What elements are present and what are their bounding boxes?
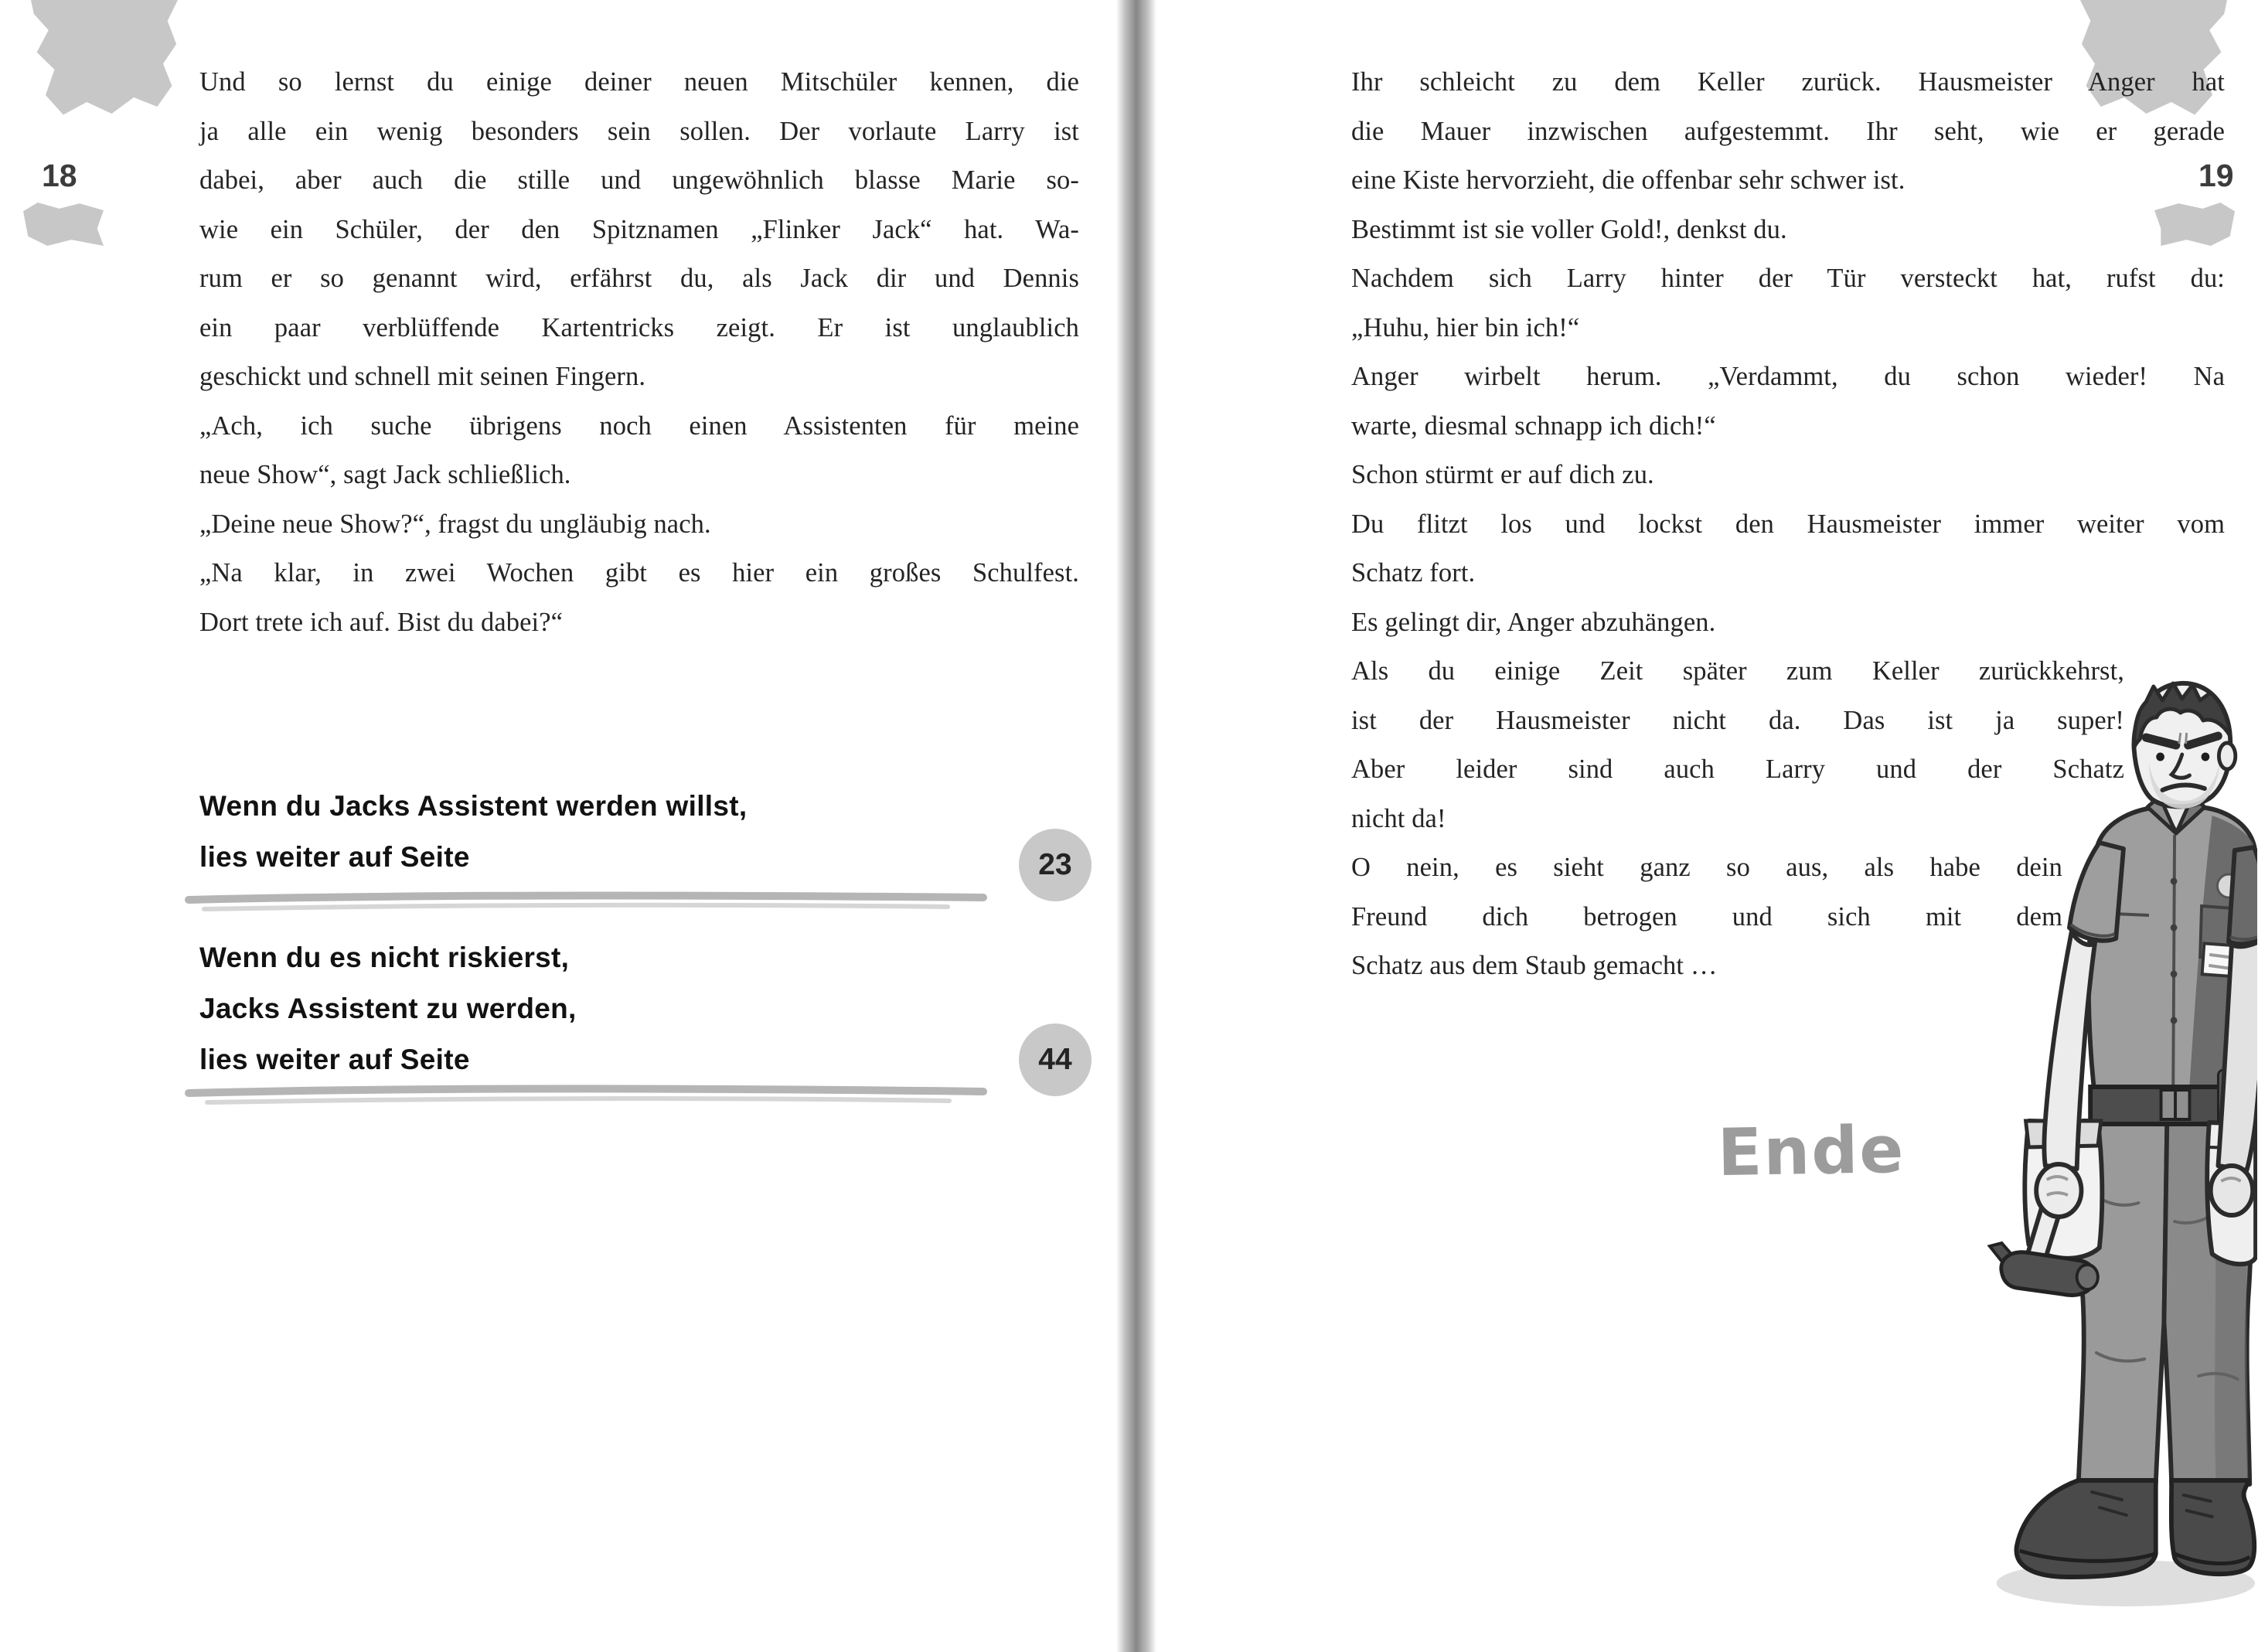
text-line: die Mauer inzwischen aufgestemmt. Ihr seht, wie er gerade <box>1351 116 2225 146</box>
text-line: warte, diesmal schnapp ich dich!“ <box>1351 410 1716 441</box>
boots <box>2016 1480 2254 1577</box>
janitor-illustration <box>1987 657 2257 1616</box>
text-line: Ihr schleicht zu dem Keller zurück. Hausmeister Anger hat <box>1351 67 2225 97</box>
text-line: rum er so genannt wird, erfährst du, als Jack dir und Dennis <box>199 264 1079 293</box>
text-line: geschickt und schnell mit seinen Fingern. <box>199 362 646 391</box>
text-line: Schatz fort. <box>1351 558 1476 588</box>
text-line: Aber leider sind auch Larry und der Schatz <box>1351 754 2124 784</box>
book-gutter-fold <box>1116 0 1156 1652</box>
text-line: Anger wirbelt herum. „Verdammt, du schon wieder! Na <box>1351 362 2225 391</box>
choice-line: lies weiter auf Seite <box>199 1044 470 1075</box>
text-line: „Ach, ich suche übrigens noch einen Assistenten für meine <box>199 410 1079 441</box>
text-line: Als du einige Zeit später zum Keller zurückkehrst, <box>1351 656 2124 686</box>
text-line: Freund dich betrogen und sich mit dem <box>1351 901 2062 932</box>
text-line: Dort trete ich auf. Bist du dabei?“ <box>199 607 564 637</box>
choice-line: Jacks Assistent zu werden, <box>199 993 577 1024</box>
text-line: dabei, aber auch die stille und ungewöhnlich blasse Marie so- <box>199 165 1079 195</box>
choice-2-target-page-badge: 44 <box>1019 1024 1092 1096</box>
story-text-left <box>199 58 1079 647</box>
text-line: wie ein Schüler, der den Spitznamen „Flinker Jack“ hat. Wa- <box>199 214 1079 244</box>
choice-line: lies weiter auf Seite <box>199 841 470 873</box>
torn-paper-patch-left-icon <box>23 203 104 246</box>
rough-divider-line <box>184 889 988 917</box>
text-line: Nachdem sich Larry hinter der Tür versteckt hat, rufst du: <box>1351 264 2225 293</box>
text-line: eine Kiste hervorzieht, die offenbar sehr schwer ist. <box>1351 165 1906 195</box>
page-number-right: 19 <box>2198 158 2234 193</box>
text-line: Und so lernst du einige deiner neuen Mitschüler kennen, die <box>199 67 1079 97</box>
text-line: Schon stürmt er auf dich zu. <box>1351 460 1654 489</box>
text-line: Bestimmt ist sie voller Gold!, denkst du. <box>1351 214 1787 244</box>
text-line: neue Show“, sagt Jack schließlich. <box>199 460 571 489</box>
text-line: „Huhu, hier bin ich!“ <box>1351 312 1580 342</box>
torn-paper-corner-left-icon <box>31 0 178 116</box>
choice-line: Wenn du Jacks Assistent werden willst, <box>199 790 748 822</box>
text-line: Schatz aus dem Staub gemacht … <box>1351 951 1718 980</box>
choice-line: Wenn du es nicht riskierst, <box>199 942 570 973</box>
head <box>2134 683 2235 809</box>
text-line: ist der Hausmeister nicht da. Das ist ja super! <box>1351 705 2124 735</box>
page-number-left: 18 <box>42 158 77 193</box>
text-line: nicht da! <box>1351 803 1446 833</box>
ende-label: Ende <box>1717 1111 1906 1191</box>
text-line: Du flitzt los und lockst den Hausmeister immer weiter vom <box>1351 509 2225 539</box>
rough-divider-line <box>184 1082 988 1110</box>
text-line: O nein, es sieht ganz so aus, als habe dein <box>1351 853 2062 882</box>
text-line: ja alle ein wenig besonders sein sollen. Der vorlaute Larry ist <box>199 116 1079 146</box>
choice-option-2 <box>199 932 577 1085</box>
text-line: „Deine neue Show?“, fragst du ungläubig nach. <box>199 509 711 539</box>
choice-1-target-page-badge: 23 <box>1019 829 1092 901</box>
text-line: ein paar verblüffende Kartentricks zeigt. Er ist unglaublich <box>199 312 1079 342</box>
choice-option-1 <box>199 781 747 883</box>
text-line: „Na klar, in zwei Wochen gibt es hier ein großes Schulfest. <box>199 558 1079 588</box>
ear <box>2219 743 2235 769</box>
text-line: Es gelingt dir, Anger abzuhängen. <box>1351 607 1716 637</box>
